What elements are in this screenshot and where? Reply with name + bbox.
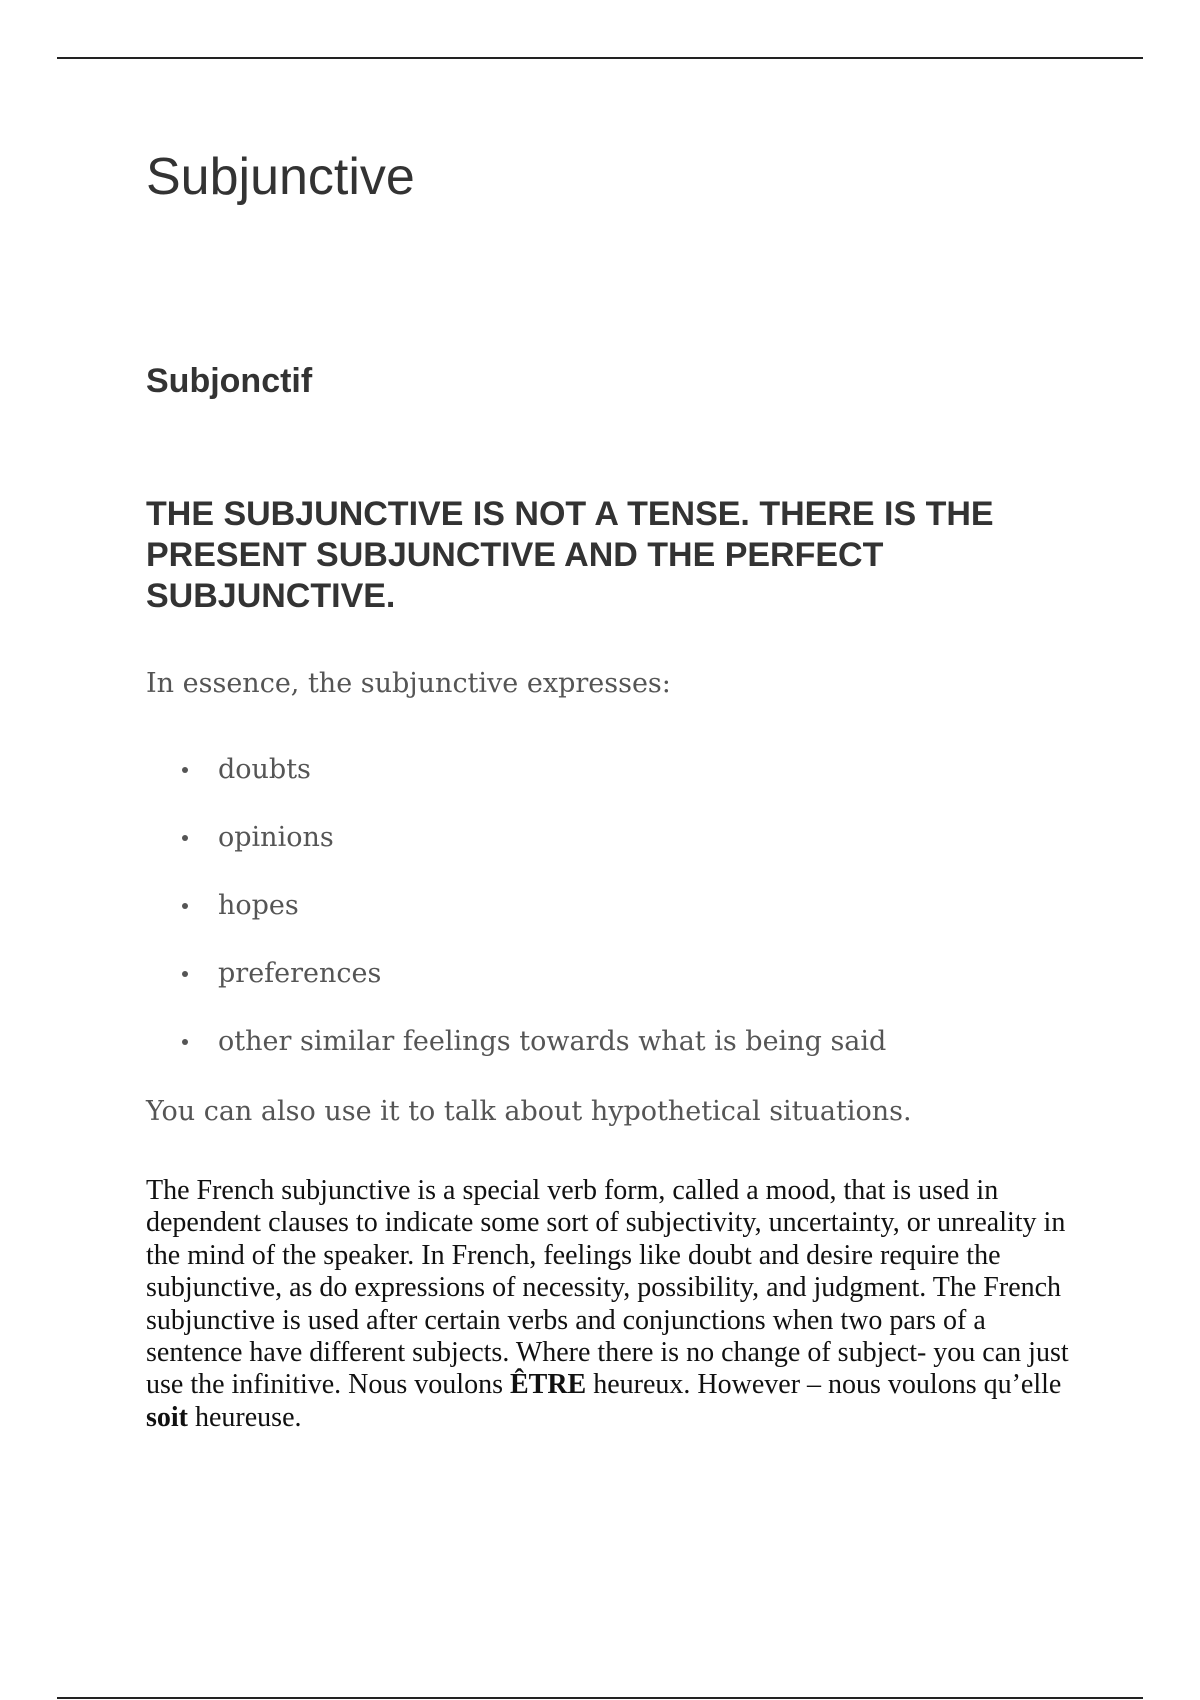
bullet-icon xyxy=(182,835,188,841)
bullet-icon xyxy=(182,971,188,977)
bold-etre: ÊTRE xyxy=(509,1369,587,1401)
bullet-list xyxy=(146,750,886,1090)
paragraph-text: heureux. However – nous voulons qu’elle xyxy=(586,1369,1062,1401)
paragraph-text: heureuse. xyxy=(188,1401,302,1433)
list-item xyxy=(146,750,886,818)
list-item-label: preferences xyxy=(218,958,382,989)
list-item xyxy=(146,886,886,954)
list-item xyxy=(146,954,886,1022)
page-title: Subjunctive xyxy=(146,148,415,206)
list-item-label: doubts xyxy=(218,754,311,785)
intro-text: In essence, the subjunctive expresses: xyxy=(146,668,671,699)
list-item-label: opinions xyxy=(218,822,334,853)
bottom-rule xyxy=(57,1697,1143,1699)
section-heading: THE SUBJUNCTIVE IS NOT A TENSE. THERE IS THE PRESENT SUBJUNCTIVE AND THE PERFECT SUBJUNCTIVE. xyxy=(146,495,994,615)
bullet-icon xyxy=(182,767,188,773)
list-item xyxy=(146,1022,886,1090)
hypothetical-text: You can also use it to talk about hypothetical situations. xyxy=(146,1096,912,1127)
page-subtitle: Subjonctif xyxy=(146,362,313,400)
bold-soit: soit xyxy=(146,1401,188,1433)
bullet-icon xyxy=(182,903,188,909)
list-item-label: hopes xyxy=(218,890,299,921)
bullet-icon xyxy=(182,1039,188,1045)
list-item-label: other similar feelings towards what is being said xyxy=(218,1026,887,1057)
list-item xyxy=(146,818,886,886)
explanation-paragraph xyxy=(146,1175,1086,1434)
top-rule xyxy=(57,57,1143,59)
paragraph-text: The French subjunctive is a special verb form, called a mood, that is used in dependent clauses to indicate some sort of subjectivity, uncertainty, or unreality in the mind of the speaker. In French, feelings like doubt and desire require the subjunctive, as do expressions of necessity, possibility, and judgment. The French subjunctive is used after certain verbs and conjunctions when two pars of a sentence have different subjects. Where there is no change of subject- you can just use the infinitive. Nous voulons xyxy=(146,1175,1069,1401)
